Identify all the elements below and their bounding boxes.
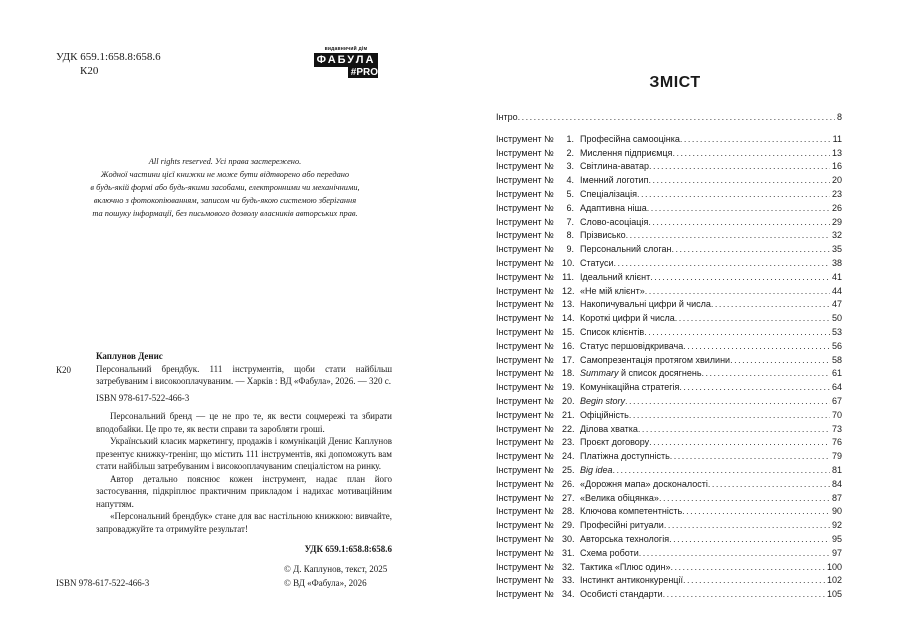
toc-item-number: 21.: [562, 409, 575, 420]
toc-page-number: 11: [832, 133, 842, 144]
udc-header: [56, 50, 161, 78]
logo-series: #PRO: [348, 67, 378, 78]
toc-item-number: 5.: [566, 188, 574, 199]
toc-title: ЗМІСТ: [649, 74, 701, 91]
toc-item-title: Спеціалізація: [580, 188, 637, 199]
toc-item[interactable]: [496, 479, 842, 493]
toc-item[interactable]: [496, 161, 842, 175]
toc-item-prefix: Інструмент №: [496, 492, 554, 503]
toc-item-number: 14.: [562, 313, 575, 324]
toc-item[interactable]: [496, 382, 842, 396]
toc-page-number: 35: [831, 244, 842, 255]
toc-item[interactable]: [496, 451, 842, 465]
toc-item-title: Іменний логотип: [580, 175, 649, 186]
toc-item[interactable]: [496, 272, 842, 286]
toc-page-number: 53: [831, 326, 842, 337]
toc-item-prefix: Інструмент №: [496, 285, 554, 296]
toc-page-number: 102: [826, 575, 842, 586]
toc-page-number: 67: [831, 395, 842, 406]
toc-item-title: Професійні ритуали: [580, 520, 664, 531]
toc-page-number: 26: [831, 202, 842, 213]
toc-page-number: 41: [831, 271, 842, 282]
toc-leader: [679, 382, 830, 392]
toc-item-prefix: Інструмент №: [496, 464, 554, 475]
toc-item-number: 9.: [566, 244, 574, 255]
toc-page-number: 73: [831, 423, 842, 434]
toc-leader: [672, 148, 830, 158]
copyright-author: © Д. Каплунов, текст, 2025: [284, 564, 388, 574]
toc-item-title: Персональний слоган: [580, 244, 672, 255]
toc-item-prefix: Інструмент №: [496, 202, 554, 213]
toc-item[interactable]: [496, 575, 842, 589]
toc-item-title: Схема роботи: [580, 547, 639, 558]
toc-item-title: Професійна самооцінка: [580, 133, 680, 144]
toc-item-title: Короткі цифри й числа: [580, 313, 675, 324]
right-page: [450, 0, 900, 641]
toc-item-prefix: Інструмент №: [496, 547, 554, 558]
rights-line: та пошуку інформації, без письмового дозволу власників авторських прав.: [92, 209, 358, 218]
toc-leader: [675, 313, 830, 323]
toc-page-number: 47: [831, 299, 842, 310]
toc-item[interactable]: [496, 203, 842, 217]
toc-intro-label: Інтро: [496, 112, 518, 122]
toc-item-title: Інстинкт антиконкуренції: [580, 575, 683, 586]
toc-leader: [708, 479, 830, 489]
toc-item-number: 12.: [562, 285, 575, 296]
toc-item-prefix: Інструмент №: [496, 589, 554, 600]
toc-item-prefix: Інструмент №: [496, 326, 554, 337]
toc-leader: [671, 244, 830, 254]
toc-item[interactable]: [496, 217, 842, 231]
toc-leader: [670, 451, 830, 461]
toc-item-prefix: Інструмент №: [496, 216, 554, 227]
toc-item-prefix: Інструмент №: [496, 451, 554, 462]
toc-item[interactable]: [496, 589, 842, 603]
toc-item[interactable]: [496, 520, 842, 534]
toc-item[interactable]: [496, 341, 842, 355]
toc-item-title: Адаптивна ніша: [580, 202, 647, 213]
toc-item-prefix: Інструмент №: [496, 382, 554, 393]
toc-leader: [644, 327, 830, 337]
toc-item-number: 17.: [562, 354, 575, 365]
toc-leader: [670, 562, 825, 572]
toc-item-number: 16.: [562, 340, 575, 351]
toc-item[interactable]: [496, 548, 842, 562]
toc-leader: [626, 230, 830, 240]
toc-item[interactable]: [496, 258, 842, 272]
toc-leader: [663, 589, 825, 599]
toc-item-title: Накопичувальні цифри й числа: [580, 299, 711, 310]
toc-item-title: Прізвисько: [580, 230, 626, 241]
toc-item-title: Статус першовідкривача: [580, 340, 684, 351]
toc-item[interactable]: [496, 424, 842, 438]
toc-item-number: 24.: [562, 451, 575, 462]
toc-item-prefix: Інструмент №: [496, 340, 554, 351]
toc-item-title-rest: й список досягнень: [618, 368, 702, 379]
toc-item-title: «Велика обіцянка»: [580, 492, 659, 503]
toc-item-prefix: Інструмент №: [496, 313, 554, 324]
toc-page-number: 16: [831, 161, 842, 172]
toc-item[interactable]: [496, 534, 842, 548]
toc-leader: [648, 217, 830, 227]
udc-code: УДК 659.1:658.8:658.6: [56, 51, 161, 63]
toc-item-number: 34.: [562, 589, 575, 600]
toc-leader: [680, 134, 831, 144]
toc-item-title: Самопрезентація протягом хвилини: [580, 354, 731, 365]
toc-leader: [649, 437, 830, 447]
toc-item-number: 11.: [562, 271, 574, 282]
toc-item[interactable]: [496, 327, 842, 341]
toc-leader: [682, 506, 830, 516]
toc-item-title: Статуси: [580, 257, 614, 268]
toc-page-number: 58: [831, 354, 842, 365]
cip-paragraph: Персональний бренд — це не про те, як вести соцмережі та збирати вподобайки. Це про те, як вести справи та заробляти гроші.: [96, 411, 392, 434]
toc-page-number: 105: [826, 589, 842, 600]
copyright-publisher: © ВД «Фабула», 2026: [284, 578, 367, 588]
toc-leader: [625, 396, 830, 406]
toc-leader: [664, 520, 830, 530]
toc-item[interactable]: [496, 313, 842, 327]
toc-item[interactable]: [496, 244, 842, 258]
toc-item[interactable]: [496, 396, 842, 410]
toc-item[interactable]: [496, 506, 842, 520]
toc-item-title: Особисті стандарти: [580, 589, 663, 600]
rights-notice: [70, 155, 380, 220]
toc-page-number: 76: [831, 437, 842, 448]
toc-item-prefix: Інструмент №: [496, 423, 554, 434]
logo-name: ФАБУЛА: [314, 53, 378, 67]
toc-page-number: 50: [831, 313, 842, 324]
toc-item-title: [580, 368, 702, 378]
toc-item[interactable]: [496, 493, 842, 507]
toc-page-number: 84: [831, 478, 842, 489]
toc-item-number: 10.: [562, 257, 575, 268]
toc-leader: [730, 355, 830, 365]
toc-leader: [613, 465, 830, 475]
toc-item-number: 33.: [562, 575, 575, 586]
toc-item-title: Платіжна доступність: [580, 451, 670, 462]
toc-item-number: 7.: [566, 216, 574, 227]
toc-item-prefix: Інструмент №: [496, 147, 554, 158]
toc-item-number: 30.: [562, 533, 575, 544]
toc-page-number: 90: [831, 506, 842, 517]
toc-item-number: 3.: [566, 161, 574, 172]
toc-item-number: 22.: [562, 423, 575, 434]
toc-page-number: 70: [831, 409, 842, 420]
cip-description: Персональний брендбук. 111 інструментів, щоби стати найбільш затребуваним і високооплачуваним. — Харків : ВД «Фабула», 2026. — 320 с.: [96, 363, 392, 386]
toc-item-number: 8.: [566, 230, 574, 241]
toc-page-number: 23: [831, 188, 842, 199]
toc-item-number: 1.: [566, 133, 574, 144]
toc-item[interactable]: [496, 230, 842, 244]
toc-item-title: Проєкт договору: [580, 437, 650, 448]
toc-item-number: 18.: [562, 368, 575, 379]
toc-page-number: 97: [831, 547, 842, 558]
toc-page-number: 20: [831, 175, 842, 186]
toc-leader: [702, 368, 830, 378]
toc-item-prefix: Інструмент №: [496, 409, 554, 420]
toc-item-title: Ключова компетентність: [580, 506, 683, 517]
toc-item-title: Авторська технологія: [580, 533, 670, 544]
toc-item[interactable]: [496, 355, 842, 369]
toc-item-prefix: Інструмент №: [496, 175, 554, 186]
toc-leader: [648, 175, 830, 185]
toc-item-prefix: Інструмент №: [496, 395, 554, 406]
toc-page-number: 13: [831, 147, 842, 158]
toc-page-number: 61: [831, 368, 842, 379]
toc-item-number: 27.: [562, 492, 575, 503]
toc-item-prefix: Інструмент №: [496, 161, 554, 172]
toc-item-prefix: Інструмент №: [496, 230, 554, 241]
toc-item-prefix: Інструмент №: [496, 271, 554, 282]
cip-udc: УДК 659.1:658.8:658.6: [304, 544, 392, 554]
toc-item-number: 13.: [562, 299, 575, 310]
toc-item-title: Світлина-аватар: [580, 161, 649, 172]
toc-item-title: Слово-асоціація: [580, 216, 649, 227]
toc-item-title-italic: Begin story: [580, 395, 626, 406]
toc-item-prefix: Інструмент №: [496, 561, 554, 572]
toc-item-prefix: Інструмент №: [496, 257, 554, 268]
cip-code: К20: [56, 365, 72, 375]
toc-item[interactable]: [496, 286, 842, 300]
toc-item-title: Список клієнтів: [580, 326, 645, 337]
toc-item-number: 31.: [562, 547, 575, 558]
toc-item[interactable]: [496, 189, 842, 203]
toc-item-prefix: Інструмент №: [496, 368, 554, 379]
toc-item[interactable]: [496, 562, 842, 576]
toc-item[interactable]: [496, 437, 842, 451]
toc-item-title: Мислення підприємця: [580, 147, 673, 158]
toc-page-number: 8: [836, 112, 842, 122]
toc-leader: [711, 299, 830, 309]
toc-page-number: 29: [831, 216, 842, 227]
toc-item-number: 28.: [562, 506, 575, 517]
toc-item-prefix: Інструмент №: [496, 244, 554, 255]
toc-leader: [649, 161, 830, 171]
cip-paragraph: «Персональний брендбук» стане для вас настільною книжкою: вивчайте, запроваджуйте та отримуйте результат!: [96, 511, 392, 534]
cip-paragraph: Український класик маркетингу, продажів і комунікацій Денис Каплунов презентує книжку-тренінг, що містить 111 інструментів, які допоможуть вам стати найбільш затребуваним і високооплачуваним спеціалістом на ринку.: [96, 436, 392, 471]
table-of-contents: [496, 112, 842, 603]
toc-item-number: 23.: [562, 437, 575, 448]
toc-item-prefix: Інструмент №: [496, 533, 554, 544]
toc-item-number: 20.: [562, 395, 575, 406]
toc-leader: [669, 534, 830, 544]
toc-item[interactable]: [496, 175, 842, 189]
toc-leader: [629, 410, 830, 420]
toc-item-number: 6.: [566, 202, 574, 213]
toc-leader: [683, 575, 825, 585]
toc-item[interactable]: [496, 299, 842, 313]
toc-item-title: «Не мій клієнт»: [580, 285, 645, 296]
toc-leader: [613, 258, 830, 268]
toc-leader: [647, 203, 830, 213]
toc-item-number: 25.: [562, 464, 575, 475]
toc-page-number: 92: [831, 520, 842, 531]
toc-item-title-italic: Summary: [580, 368, 619, 379]
toc-page-number: 100: [826, 561, 842, 572]
rights-line: All rights reserved. Усі права застережено.: [148, 157, 302, 166]
toc-item-prefix: Інструмент №: [496, 575, 554, 586]
toc-leader: [650, 272, 830, 282]
logo-top-text: видавничий дім: [324, 46, 368, 52]
toc-page-number: 87: [831, 492, 842, 503]
toc-item-title: [580, 465, 613, 475]
toc-item-number: 26.: [562, 478, 575, 489]
toc-leader: [639, 548, 830, 558]
cip-author: Каплунов Денис: [96, 351, 163, 361]
toc-item-number: 19.: [562, 382, 575, 393]
toc-leader: [518, 112, 835, 122]
toc-item[interactable]: [496, 368, 842, 382]
toc-item[interactable]: [496, 410, 842, 424]
toc-item-prefix: Інструмент №: [496, 299, 554, 310]
toc-item-prefix: Інструмент №: [496, 520, 554, 531]
publisher-logo: [314, 46, 378, 78]
toc-page-number: 95: [831, 533, 842, 544]
toc-intro[interactable]: [496, 112, 842, 126]
toc-item-prefix: Інструмент №: [496, 354, 554, 365]
toc-item[interactable]: [496, 134, 842, 148]
toc-leader: [645, 286, 830, 296]
toc-item-title-italic: Big idea: [580, 464, 613, 475]
toc-item-title: Ідеальний клієнт: [580, 271, 651, 282]
toc-item-prefix: Інструмент №: [496, 133, 554, 144]
toc-item[interactable]: [496, 148, 842, 162]
toc-item-number: 15.: [562, 326, 575, 337]
cataloging-record: [56, 350, 392, 556]
cip-isbn: ISBN 978-617-522-466-3: [96, 392, 190, 403]
toc-item-prefix: Інструмент №: [496, 506, 554, 517]
toc-page-number: 79: [831, 451, 842, 462]
toc-item-title: Ділова хватка: [580, 423, 638, 434]
toc-page-number: 38: [831, 257, 842, 268]
toc-page-number: 44: [831, 285, 842, 296]
toc-page-number: 64: [831, 382, 842, 393]
toc-leader: [637, 189, 830, 199]
toc-item-prefix: Інструмент №: [496, 478, 554, 489]
rights-line: Жодної частини цієї книжки не може бути відтворено або передано: [100, 170, 350, 179]
toc-page-number: 81: [831, 464, 842, 475]
toc-item-number: 2.: [566, 147, 574, 158]
toc-item-title: Офіційність: [580, 409, 629, 420]
toc-item-title: «Дорожня мапа» досконалості: [580, 478, 708, 489]
toc-item-number: 32.: [562, 561, 575, 572]
footer-isbn: ISBN 978-617-522-466-3: [56, 578, 150, 588]
rights-line: включно з фотокопіюванням, записом чи будь-якою системою зберігання: [93, 196, 357, 205]
toc-leader: [638, 424, 830, 434]
toc-item[interactable]: [496, 465, 842, 479]
toc-item-title: [580, 396, 625, 406]
author-code: К20: [80, 65, 99, 77]
toc-item-title: Комунікаційна стратегія: [580, 382, 680, 393]
cip-paragraph: Автор детально пояснює кожен інструмент, надає план його застосування, підкріплює практичним прикладом і надихає мотиваційним напуттям.: [96, 473, 392, 509]
toc-item-prefix: Інструмент №: [496, 188, 554, 199]
toc-item-number: 4.: [566, 175, 574, 186]
toc-page-number: 56: [831, 340, 842, 351]
toc-item-prefix: Інструмент №: [496, 437, 554, 448]
toc-item-title: Тактика «Плюс один»: [580, 561, 671, 572]
toc-leader: [683, 341, 830, 351]
toc-item-number: 29.: [562, 520, 575, 531]
toc-page-number: 32: [831, 230, 842, 241]
toc-leader: [659, 493, 830, 503]
rights-line: в будь-якій формі або будь-якими засобами, електронними чи механічними,: [90, 183, 360, 192]
